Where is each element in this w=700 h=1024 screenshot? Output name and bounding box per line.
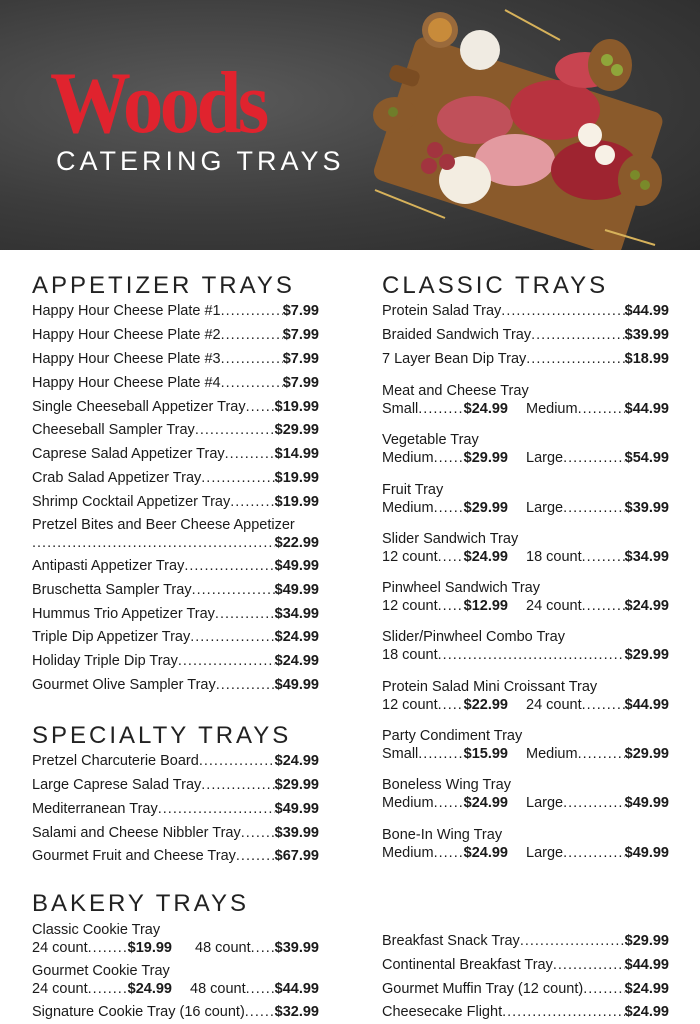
gourmet-cookie-options: [32, 980, 319, 998]
item-name: Braided Sandwich Tray: [382, 327, 532, 343]
option-label: 18 count: [526, 549, 582, 565]
woods-logo: Woods: [50, 55, 266, 152]
item-name: Happy Hour Cheese Plate #3: [32, 351, 221, 367]
menu-item: [32, 800, 319, 818]
charcuterie-board-image: [355, 0, 700, 250]
option-price: $39.99: [624, 500, 669, 516]
option-price: $44.99: [274, 981, 319, 997]
classic-cookie-options: [32, 939, 319, 957]
option-price: $29.99: [463, 500, 508, 516]
item-price: $67.99: [274, 848, 319, 864]
option-label: 12 count: [382, 697, 438, 713]
menu-item: [32, 776, 319, 794]
menu-item: [32, 534, 319, 552]
menu-item: [382, 932, 669, 950]
option-label: Medium: [382, 500, 434, 516]
option-price: $24.99: [127, 981, 172, 997]
item-price: $18.99: [624, 351, 669, 367]
item-price: $24.99: [274, 753, 319, 769]
item-name: Pretzel Charcuterie Board: [32, 753, 199, 769]
option-label: Medium: [526, 401, 578, 417]
option-label: 12 count: [382, 549, 438, 565]
item-name: Bruschetta Sampler Tray: [32, 582, 192, 598]
item-price: $19.99: [274, 470, 319, 486]
item-price: $49.99: [274, 677, 319, 693]
option-price: $12.99: [463, 598, 508, 614]
option-label: Large: [526, 795, 564, 811]
menu-item: [32, 676, 319, 694]
item-name: Crab Salad Appetizer Tray: [32, 470, 202, 486]
item-name: Antipasti Appetizer Tray: [32, 558, 185, 574]
item-name: Cheesecake Flight: [382, 1004, 503, 1020]
appetizer-title: APPETIZER TRAYS: [32, 272, 295, 299]
item-price: $29.99: [624, 647, 669, 663]
option-price: $19.99: [127, 940, 172, 956]
item-price: $29.99: [274, 777, 319, 793]
option-price: $24.99: [624, 598, 669, 614]
menu-item: [382, 326, 669, 344]
item-price: $39.99: [624, 327, 669, 343]
option-price: $29.99: [624, 746, 669, 762]
classic-cookie-name: Classic Cookie Tray: [32, 922, 161, 938]
item-name: Caprese Salad Appetizer Tray: [32, 446, 225, 462]
classic-title: CLASSIC TRAYS: [382, 272, 609, 299]
item-price: $22.99: [274, 535, 319, 551]
size-options: [382, 696, 669, 714]
menu-item: [32, 326, 319, 344]
item-name: Party Condiment Tray: [382, 728, 523, 744]
item-price: $14.99: [274, 446, 319, 462]
option-price: $15.99: [463, 746, 508, 762]
option-price: $24.99: [463, 795, 508, 811]
menu-item: [32, 824, 319, 842]
option-label: Medium: [382, 845, 434, 861]
item-price: $49.99: [274, 582, 319, 598]
menu-item: [32, 493, 319, 511]
menu-item: [32, 445, 319, 463]
menu-item: [32, 421, 319, 439]
item-name: Protein Salad Tray: [382, 303, 502, 319]
item-price: $24.99: [274, 653, 319, 669]
item-name: Shrimp Cocktail Appetizer Tray: [32, 494, 231, 510]
menu-item: [32, 652, 319, 670]
item-name: Triple Dip Appetizer Tray: [32, 629, 191, 645]
option-price: $39.99: [274, 940, 319, 956]
item-name: Slider Sandwich Tray: [382, 531, 519, 547]
size-options: [382, 548, 669, 566]
item-price: $24.99: [274, 629, 319, 645]
menu-item: [32, 847, 319, 865]
size-options: [382, 745, 669, 763]
option-price: $44.99: [624, 697, 669, 713]
menu-item: [32, 557, 319, 575]
item-price: $29.99: [624, 933, 669, 949]
item-price: $7.99: [282, 303, 319, 319]
option-label: Medium: [382, 795, 434, 811]
option-label: Small: [382, 401, 419, 417]
menu-item: [32, 398, 319, 416]
option-price: $49.99: [624, 795, 669, 811]
item-price: $24.99: [624, 981, 669, 997]
option-price: $24.99: [463, 401, 508, 417]
size-options: [382, 597, 669, 615]
menu-item: [382, 956, 669, 974]
option-price: $34.99: [624, 549, 669, 565]
item-price: $44.99: [624, 957, 669, 973]
specialty-title: SPECIALTY TRAYS: [32, 722, 292, 749]
item-price: $7.99: [282, 327, 319, 343]
option-price: $29.99: [463, 450, 508, 466]
option-label: 12 count: [382, 598, 438, 614]
item-name: 7 Layer Bean Dip Tray: [382, 351, 527, 367]
option-label: Large: [526, 845, 564, 861]
item-price: $7.99: [282, 351, 319, 367]
size-options: [382, 844, 669, 862]
item-name: Salami and Cheese Nibbler Tray: [32, 825, 241, 841]
item-price: $32.99: [274, 1004, 319, 1020]
item-name: Holiday Triple Dip Tray: [32, 653, 178, 669]
menu-item: [32, 350, 319, 368]
menu-item: [32, 1003, 319, 1021]
menu-item: [32, 628, 319, 646]
item-name: Mediterranean Tray: [32, 801, 158, 817]
page-subtitle: CATERING TRAYS: [56, 146, 345, 176]
menu-item: [32, 374, 319, 392]
menu-item: [32, 469, 319, 487]
item-name: Happy Hour Cheese Plate #1: [32, 303, 221, 319]
item-price: $49.99: [274, 801, 319, 817]
menu-item: [382, 302, 669, 320]
option-label: Large: [526, 450, 564, 466]
menu-item: [382, 646, 669, 664]
option-label: Medium: [526, 746, 578, 762]
option-label: Small: [382, 746, 419, 762]
item-name: Large Caprese Salad Tray: [32, 777, 202, 793]
item-name: Breakfast Snack Tray: [382, 933, 520, 949]
option-price: $44.99: [624, 401, 669, 417]
option-label: 48 count: [190, 981, 246, 997]
option-price: $49.99: [624, 845, 669, 861]
option-price: $54.99: [624, 450, 669, 466]
option-label: Medium: [382, 450, 434, 466]
menu-item: [382, 1003, 669, 1021]
option-label: 24 count: [32, 940, 88, 956]
item-name: Slider/Pinwheel Combo Tray: [382, 629, 565, 645]
item-name: Happy Hour Cheese Plate #2: [32, 327, 221, 343]
menu-item: [32, 752, 319, 770]
menu-item: [382, 980, 669, 998]
item-name: Happy Hour Cheese Plate #4: [32, 375, 221, 391]
item-price: $44.99: [624, 303, 669, 319]
item-price: $19.99: [274, 494, 319, 510]
item-name: Pinwheel Sandwich Tray: [382, 580, 540, 596]
item-name: Cheeseball Sampler Tray: [32, 422, 195, 438]
option-label: 24 count: [32, 981, 88, 997]
item-name: Meat and Cheese Tray: [382, 383, 529, 399]
menu-item: [32, 302, 319, 320]
option-price: $24.99: [463, 549, 508, 565]
menu-item: [382, 350, 669, 368]
item-name: Signature Cookie Tray (16 count): [32, 1004, 245, 1020]
size-options: [382, 499, 669, 517]
item-name: Pretzel Bites and Beer Cheese Appetizer: [32, 517, 295, 533]
bakery-title: BAKERY TRAYS: [32, 890, 249, 917]
item-name: Vegetable Tray: [382, 432, 479, 448]
option-price: $24.99: [463, 845, 508, 861]
option-label: 24 count: [526, 598, 582, 614]
size-options: [382, 400, 669, 418]
item-name: Gourmet Muffin Tray (12 count): [382, 981, 584, 997]
gourmet-cookie-name: Gourmet Cookie Tray: [32, 963, 170, 979]
item-price: $19.99: [274, 399, 319, 415]
item-price: $29.99: [274, 422, 319, 438]
item-name: Single Cheeseball Appetizer Tray: [32, 399, 246, 415]
item-price: $39.99: [274, 825, 319, 841]
hero-banner: [0, 0, 700, 250]
item-name: Bone-In Wing Tray: [382, 827, 503, 843]
option-label: 48 count: [195, 940, 251, 956]
item-price: $34.99: [274, 606, 319, 622]
item-name: Boneless Wing Tray: [382, 777, 511, 793]
item-price: $24.99: [624, 1004, 669, 1020]
item-name: Protein Salad Mini Croissant Tray: [382, 679, 598, 695]
item-price: $49.99: [274, 558, 319, 574]
size-options: [382, 449, 669, 467]
size-options: [382, 794, 669, 812]
item-name: Fruit Tray: [382, 482, 444, 498]
menu-item: [32, 605, 319, 623]
menu-item: [32, 581, 319, 599]
option-label: Large: [526, 500, 564, 516]
item-price: $7.99: [282, 375, 319, 391]
item-name: Gourmet Fruit and Cheese Tray: [32, 848, 236, 864]
item-name: Hummus Trio Appetizer Tray: [32, 606, 215, 622]
option-label: 24 count: [526, 697, 582, 713]
option-label: 18 count: [382, 647, 438, 663]
item-name: Gourmet Olive Sampler Tray: [32, 677, 216, 693]
item-name: Continental Breakfast Tray: [382, 957, 553, 973]
option-price: $22.99: [463, 697, 508, 713]
